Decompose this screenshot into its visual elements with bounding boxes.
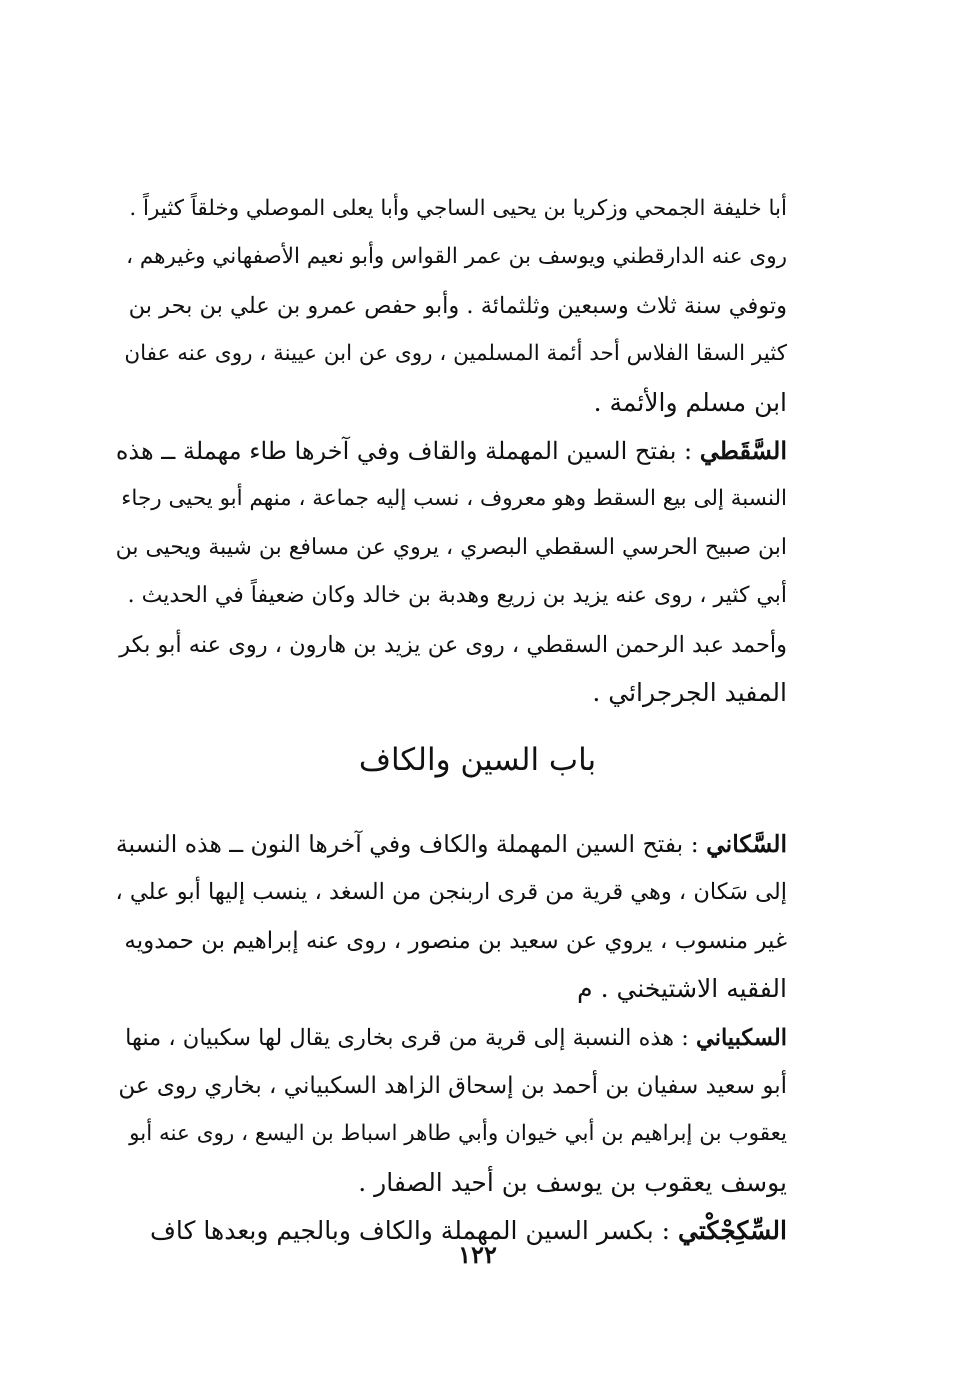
entry-term: السكبياني	[695, 1024, 787, 1051]
text-line: غير منسوب ، يروي عن سعيد بن منصور ، روى عنه إبراهيم بن حمدويه	[124, 927, 787, 954]
text-line: أبا خليفة الجمحي وزكريا بن يحيى الساجي وأبا يعلى الموصلي وخلقاً كثيراً .	[129, 196, 787, 221]
entry-term: السِّكِجْكْتي	[678, 1216, 787, 1246]
entry-definition: : بكسر السين المهملة والكاف وبالجيم وبعدها كاف	[150, 1216, 678, 1246]
section-heading: باب السين والكاف	[358, 742, 597, 778]
text-block-bottom	[115, 820, 787, 1256]
text-line: وتوفي سنة ثلاث وسبعين وثلثمائة . وأبو حفص عمرو بن علي بن بحر بن	[128, 292, 787, 319]
text-line: ابن مسلم والأئمة .	[593, 387, 787, 417]
entry-first-line	[115, 427, 787, 475]
text-line: الفقيه الاشتيخني . م	[577, 974, 787, 1004]
text-line: يعقوب بن إبراهيم بن أبي خيوان وأبي طاهر اسباط بن اليسع ، روى عنه أبو	[129, 1121, 787, 1147]
entry-first-line	[115, 820, 787, 868]
text-block-top	[115, 185, 787, 717]
text-line: كثير السقا الفلاس أحد أئمة المسلمين ، روى عن ابن عيينة ، روى عنه عفان	[124, 341, 787, 367]
text-line: يوسف يعقوب بن يوسف بن أحيد الصفار .	[358, 1167, 787, 1197]
entry-definition: : بفتح السين المهملة والكاف وفي آخرها النون ــ هذه النسبة	[115, 830, 707, 858]
entry-term: السَّقَطي	[699, 435, 787, 465]
text-line: ابن صبيح الحرسي السقطي البصري ، يروي عن مسافع بن شيبة ويحيى بن	[115, 534, 787, 560]
text-line: النسبة إلى بيع السقط وهو معروف ، نسب إليه جماعة ، منهم أبو يحيى رجاء	[121, 486, 787, 512]
text-line: روى عنه الدارقطني ويوسف بن عمر القواس وأبو نعيم الأصفهاني وغيرهم ،	[126, 244, 787, 270]
text-line: وأحمد عبد الرحمن السقطي ، روى عن يزيد بن هارون ، روى عنه أبو بكر	[119, 631, 787, 658]
text-line: أبي كثير ، روى عنه يزيد بن زريع وهدبة بن خالد وكان ضعيفاً في الحديث .	[127, 583, 787, 609]
entry-definition: : بفتح السين المهملة والقاف وفي آخرها طاء مهملة ــ هذه	[115, 436, 700, 465]
entry-term: السَّكاني	[706, 830, 787, 858]
entry-first-line	[115, 1014, 787, 1062]
entry-definition: : هذه النسبة إلى قرية من قرى بخارى يقال لها سكبيان ، منها	[125, 1024, 696, 1051]
text-line: أبو سعيد سفيان بن أحمد بن إسحاق الزاهد السكبياني ، بخاري روى عن	[118, 1072, 787, 1099]
text-line: إلى سَكان ، وهي قرية من قرى اربنجن من السغد ، ينسب إليها أبو علي ،	[115, 879, 787, 906]
page-number: ١٢٢	[458, 1240, 497, 1269]
text-line: المفيد الجرجرائي .	[592, 677, 787, 707]
